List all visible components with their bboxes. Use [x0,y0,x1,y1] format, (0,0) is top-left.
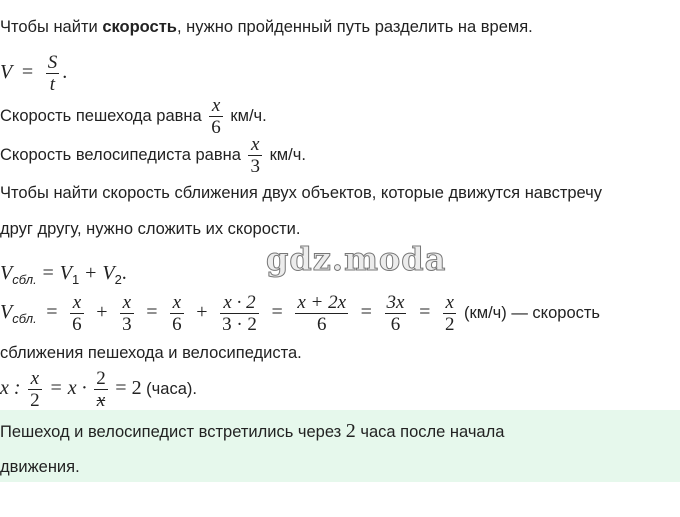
intro-text-after: , нужно пройденный путь разделить на время. [176,18,533,36]
formula-sum-sub: сбл. [12,272,37,287]
fraction-numerator: x [122,292,132,313]
fraction-denominator: x [94,389,108,411]
fraction-numerator: x [211,95,221,116]
formula-sum [0,262,127,287]
formula-time [0,368,197,411]
watermark-logo: gdz.moda [266,240,447,278]
fraction-denominator: t [46,73,60,95]
formula-speed-eq: = [21,60,34,83]
fraction-denominator: 3 · 2 [222,314,257,335]
formula-speed [0,52,67,95]
calc-fraction-2 [120,292,134,335]
formula-calc-sub: сбл. [12,310,37,326]
formula-calc-tail: (км/ч) — скорость [464,303,601,322]
formula-calc-v: V [0,300,13,323]
fraction-numerator: x [30,368,40,389]
fraction-numerator: x [172,292,182,313]
pedestrian-unit: км/ч. [230,106,267,125]
time-fraction-1 [28,368,42,411]
intro-line [0,18,533,37]
fraction-numerator: x [72,292,82,313]
calc-fraction-4 [220,292,259,335]
answer-text-b: часа после начала [355,423,505,441]
fraction-denominator: 6 [385,313,407,335]
formula-time-result: = 2 [115,376,142,399]
fraction-numerator: S [47,52,58,73]
cyclist-line [0,134,306,177]
fraction-numerator: x [445,292,454,313]
answer-number: 2 [345,420,356,442]
formula-time-unit: (часа). [146,379,197,398]
fraction-numerator: x + 2x [297,292,347,313]
answer-text-a: Пешеход и велосипедист встретились через [0,423,346,441]
fraction-numerator: 3x [386,292,405,313]
fraction-denominator: 6 [295,313,348,335]
fraction-numerator: x · 2 [223,292,256,313]
fraction-numerator: 2 [96,368,106,389]
fraction-denominator: 6 [72,314,82,335]
fraction-denominator: 2 [444,314,455,335]
intro-text-before: Чтобы найти [0,18,103,36]
formula-sum-plus: + V [83,262,115,284]
approach-line-2: друг другу, нужно сложить их скорости. [0,220,301,238]
fraction-denominator: 3 [250,156,260,177]
fraction-denominator: 6 [172,314,182,335]
fraction-denominator: 3 [122,314,132,335]
formula-speed-end: . [62,60,68,83]
fraction-denominator: 2 [30,390,40,411]
calc-fraction-5 [295,292,348,335]
intro-bold: скорость [102,18,177,36]
pedestrian-text: Скорость пешехода равна [0,106,202,125]
answer-line-2: движения. [0,458,80,476]
cyclist-text: Скорость велосипедиста равна [0,145,241,164]
formula-sum-v: V [0,262,13,284]
calc-fraction-6 [385,292,407,335]
formula-sum-sub2: 2 [114,272,122,287]
formula-speed-lhs: V [0,60,13,83]
formula-sum-end: . [121,262,127,284]
formula-time-mid: = x · [49,376,87,399]
formula-time-lhs: x : [0,376,21,399]
cyclist-unit: км/ч. [269,145,306,164]
formula-calc: $V_{сбл.}$ = $\frac{x}{6}$ + $\frac{x}{3}$ = $\frac{x}{6}$ + $\frac{x \cdot 2}{3 \cdot 2}$ = $\frac{x + 2x}{6}$ = $\frac{3x}{6}$ = $\frac{x}{2}$ (км/ч) — скорость [0,292,601,335]
formula-speed-fraction [46,52,60,95]
pedestrian-line [0,95,267,138]
calc-continuation: сближения пешехода и велосипедиста. [0,344,302,362]
pedestrian-fraction [209,95,223,138]
calc-fraction-1 [70,292,84,335]
formula-sum-sub1: 1 [72,272,80,287]
calc-fraction-7 [443,292,457,335]
calc-fraction-3 [170,292,184,335]
approach-line-1: Чтобы найти скорость сближения двух объектов, которые движутся навстречу [0,184,603,202]
fraction-numerator: x [251,134,260,155]
formula-sum-rhs: = V [41,262,73,284]
time-fraction-2 [94,368,108,411]
cyclist-fraction [248,134,262,177]
answer-line-1 [0,420,504,443]
fraction-denominator: 6 [211,117,221,138]
